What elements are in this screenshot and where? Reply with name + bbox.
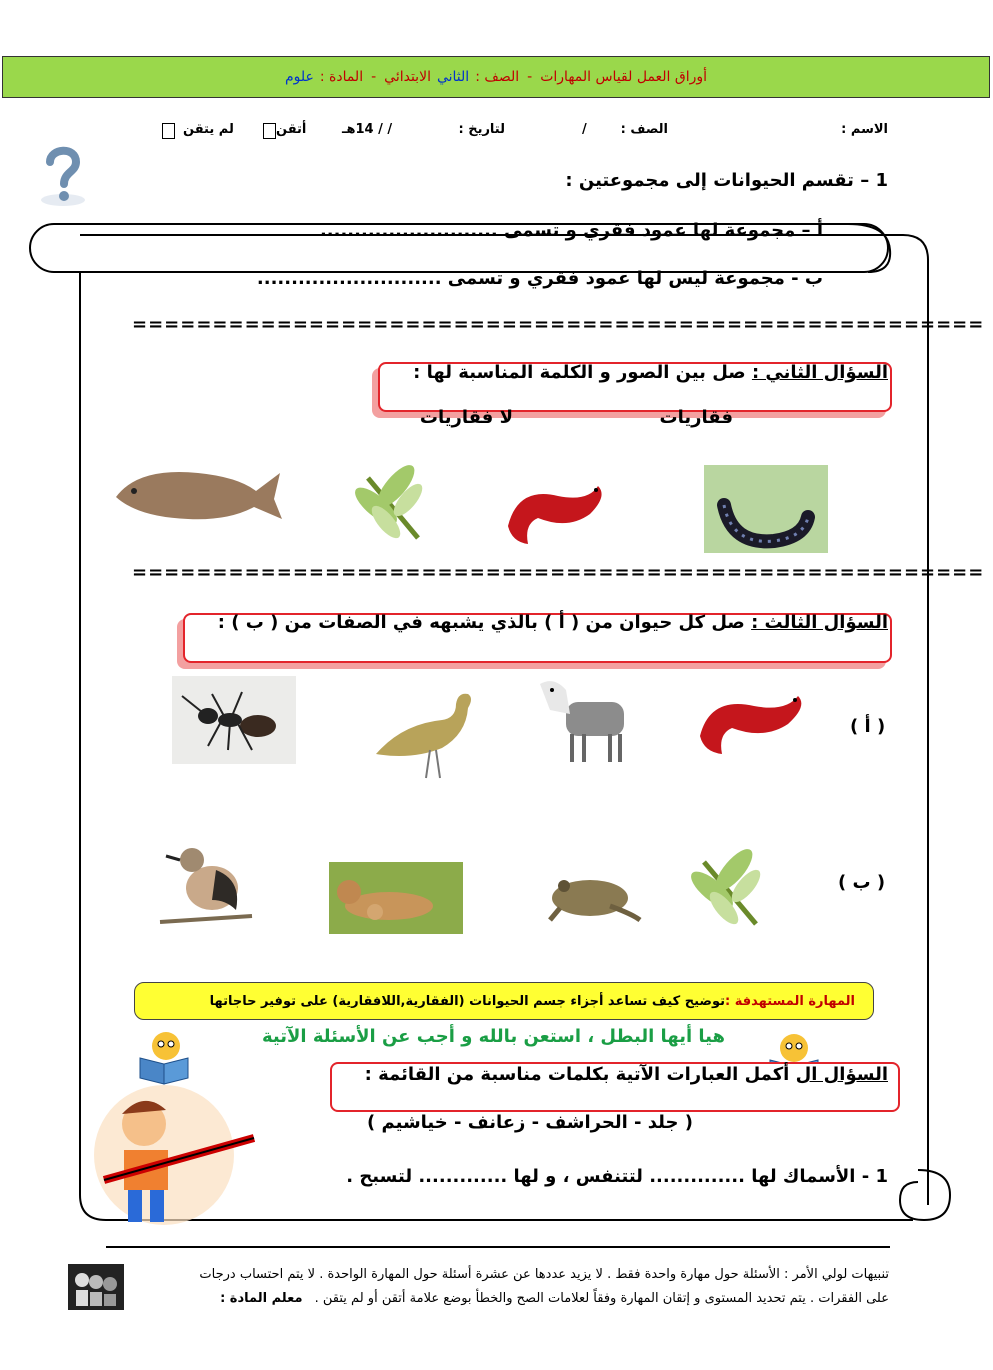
- q2-word-vertebrates: فقاريات: [659, 407, 733, 428]
- q4-text: أكمل العبارات الآتية بكلمات مناسبة من القائمة :: [364, 1064, 796, 1085]
- header-part1: أوراق العمل لقياس المهارات: [540, 69, 708, 85]
- q2-question: [413, 362, 888, 383]
- motivation-text: هيا أيها البطل ، استعن بالله و أجب عن الأسئلة الآتية: [261, 1026, 725, 1047]
- header-sep: -: [527, 69, 533, 85]
- header-grade-level: الابتدائي: [384, 69, 431, 85]
- q4-label: السؤال ال: [795, 1064, 888, 1085]
- fish-image[interactable]: [108, 455, 284, 535]
- class-label: الصف :: [620, 122, 668, 137]
- q3-label: السؤال الثالث :: [751, 612, 888, 633]
- header-sep-2: -: [371, 69, 377, 85]
- ant-image[interactable]: [172, 676, 296, 764]
- separator-2: =====================================================: [132, 562, 985, 583]
- not-mastered-checkbox[interactable]: [158, 120, 179, 139]
- footer-line-2: [129, 1288, 889, 1310]
- mastered-checkbox[interactable]: [259, 120, 280, 139]
- header-banner: [2, 56, 990, 98]
- target-skill-box: [134, 982, 874, 1020]
- q3-question: [218, 612, 888, 633]
- wheatear-bird-image[interactable]: [156, 840, 256, 934]
- separator-1: =====================================================: [132, 314, 985, 335]
- date-value: / / 14هـ: [342, 122, 393, 137]
- q4-word-list: ( جلد - الحراشف - زعانف - خياشيم ): [367, 1112, 693, 1133]
- bustard-bird-image[interactable]: [372, 684, 478, 780]
- caterpillar-image[interactable]: [704, 465, 828, 553]
- salamander-image[interactable]: [498, 466, 614, 552]
- name-label: الاسم :: [841, 122, 888, 137]
- skill-text: توضيح كيف تساعد أجزاء جسم الحيوانات (الفقارية,اللافقارية) على توفير حاجاتها: [209, 993, 725, 1009]
- header-subject-value: علوم: [284, 69, 314, 85]
- footer-line-1: تنبيهات لولي الأمر : الأسئلة حول مهارة واحدة فقط . لا يزيد عددها عن عشرة أسئلة حول المهارة الواحدة . لا يتم احتساب درجات: [199, 1267, 889, 1282]
- teacher-label: معلم المادة :: [220, 1291, 303, 1306]
- footer-line-2-text: على الفقرات . يتم تحديد المستوى و إتقان المهارة وفقاً لعلامات الصح والخطأ بوضع علامة أتقن أو لم يتقن .: [314, 1291, 889, 1306]
- goat-image[interactable]: [536, 674, 632, 766]
- q2-label: السؤال الثاني :: [751, 362, 888, 383]
- frog-image[interactable]: [540, 862, 644, 924]
- people-logo-icon: [68, 1264, 124, 1310]
- q4-item-1: 1 - الأسماك لها .............. لتتنفس ، و لها ............. لتسبح .: [346, 1166, 888, 1187]
- header-grade-value: الثاني: [436, 69, 470, 85]
- q2-word-invertebrates: لا فقاريات: [419, 407, 513, 428]
- date-label: لتاريخ :: [458, 122, 505, 137]
- lions-image[interactable]: [329, 862, 463, 934]
- reading-child-icon: [136, 1028, 192, 1086]
- q3-text: صل كل حيوان من ( أ ) بالذي يشبهه في الصفات من ( ب ) :: [217, 612, 752, 633]
- q2-text: صل بين الصور و الكلمة المناسبة لها :: [413, 362, 752, 383]
- boy-with-pencil-illustration: [84, 1080, 264, 1230]
- mastered-label: أتقن: [276, 122, 307, 137]
- q1-option-a: أ – مجموعة لها عمود فقري و تسمى ..........................: [319, 220, 823, 241]
- q1-option-b: ب - مجموعة ليس لها عمود فقري و تسمى ...........................: [256, 268, 823, 289]
- q3-row-b-label: ( ب ): [838, 872, 886, 893]
- footer-rule: [106, 1246, 890, 1248]
- q3-row-a-label: ( أ ): [850, 716, 886, 737]
- not-mastered-label: لم يتقن: [183, 122, 234, 137]
- header-subject-label: المادة :: [319, 69, 364, 85]
- question-mark-icon: [32, 140, 94, 208]
- dragonfly-image-2[interactable]: [684, 850, 774, 932]
- skill-label: المهارة المستهدفة :: [725, 993, 855, 1009]
- header-grade-label: الصف :: [475, 69, 520, 85]
- q4-question: [365, 1064, 888, 1085]
- salamander-image-2[interactable]: [690, 676, 814, 762]
- class-slash: /: [582, 122, 587, 137]
- q1-title: 1 – تقسم الحيوانات إلى مجموعتين :: [565, 170, 888, 191]
- dragonfly-image[interactable]: [346, 466, 436, 546]
